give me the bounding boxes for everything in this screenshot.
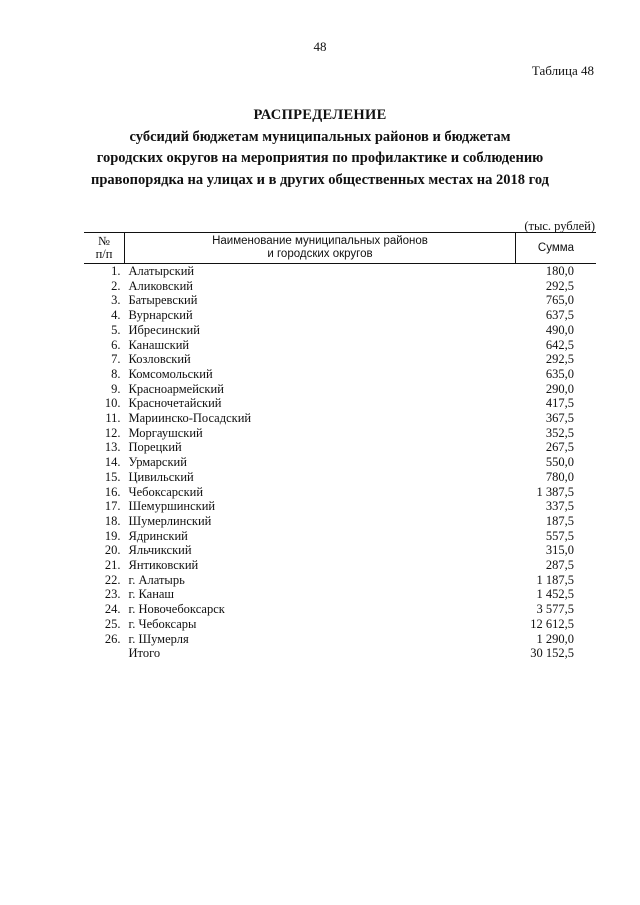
row-number: 24.: [104, 602, 121, 617]
row-name: Красночетайский: [128, 396, 222, 411]
row-number: 21.: [104, 558, 121, 573]
table-row: [84, 499, 596, 514]
total-value: 30 152,5: [530, 646, 574, 661]
table-row: [84, 264, 596, 279]
row-name: Шемуршинский: [128, 499, 216, 514]
total-label: Итого: [128, 646, 161, 661]
row-value: 1 290,0: [536, 631, 574, 646]
table-row: [84, 367, 596, 382]
row-name: Батыревский: [128, 293, 198, 308]
row-value: 292,5: [545, 352, 574, 367]
row-name: г. Канаш: [128, 587, 175, 602]
table-row: [84, 602, 596, 617]
row-number: 23.: [104, 587, 121, 602]
row-number: 14.: [104, 455, 121, 470]
row-number: 16.: [104, 484, 121, 499]
row-name: Урмарский: [128, 455, 187, 470]
row-name: Ибресинский: [128, 322, 200, 337]
row-value: 1 187,5: [536, 572, 574, 587]
row-number: 10.: [104, 396, 121, 411]
row-name: Моргаушский: [128, 425, 203, 440]
table-row: [84, 293, 596, 308]
row-value: 290,0: [545, 381, 574, 396]
table-row: [84, 426, 596, 441]
table-row: [84, 617, 596, 632]
row-name: Ядринский: [128, 528, 188, 543]
row-value: 352,5: [545, 425, 574, 440]
row-number: 5.: [111, 322, 121, 337]
row-value: 315,0: [545, 543, 574, 558]
header-sum: Сумма: [516, 233, 597, 264]
table-label: Таблица 48: [531, 63, 594, 78]
row-name: Шумерлинский: [128, 513, 212, 528]
row-value: 337,5: [545, 499, 574, 514]
row-number: 15.: [104, 469, 121, 484]
table-row: [84, 514, 596, 529]
row-name: г. Чебоксары: [128, 616, 197, 631]
row-number: 9.: [111, 381, 121, 396]
units-note: (тыс. рублей): [524, 219, 595, 233]
row-number: 22.: [104, 572, 121, 587]
row-number: 12.: [104, 425, 121, 440]
page-number: 48: [313, 39, 327, 54]
row-name: Чебоксарский: [128, 484, 204, 499]
table-row: [84, 632, 596, 647]
header-number-line-2: п/п: [95, 247, 113, 261]
row-number: 6.: [111, 337, 121, 352]
row-number: 4.: [111, 308, 121, 323]
row-name: Аликовский: [128, 278, 193, 293]
row-number: 8.: [111, 366, 121, 381]
title-line-3: правопорядка на улицах и в других общественных местах на 2018 год: [91, 171, 549, 188]
row-value: 180,0: [545, 264, 574, 278]
header-name: [125, 233, 516, 264]
table-row: [84, 338, 596, 353]
table-row: [84, 587, 596, 602]
table-row: [84, 470, 596, 485]
row-number: 26.: [104, 631, 121, 646]
title-line-2: городских округов на мероприятия по профилактике и соблюдению: [96, 150, 544, 166]
row-number: 18.: [104, 513, 121, 528]
row-name: Канашский: [128, 337, 190, 352]
row-number: 7.: [111, 352, 121, 367]
table-row: [84, 440, 596, 455]
row-value: 780,0: [545, 469, 574, 484]
document-title: [60, 105, 580, 191]
table-row: [84, 279, 596, 294]
header-name-line-2: и городских округов: [267, 248, 373, 260]
table-row: [84, 411, 596, 426]
row-value: 187,5: [545, 513, 574, 528]
table-row: [84, 558, 596, 573]
table-row: [84, 382, 596, 397]
row-value: 637,5: [545, 308, 574, 323]
row-number: 13.: [104, 440, 121, 455]
row-number: 17.: [104, 499, 121, 514]
total-row: [84, 646, 596, 661]
title-line-1: субсидий бюджетам муниципальных районов и бюджетам: [129, 128, 511, 145]
row-name: Мариинско-Посадский: [128, 411, 252, 426]
row-number: 3.: [111, 293, 121, 308]
row-number: 1.: [111, 264, 121, 278]
row-number: 19.: [104, 528, 121, 543]
header-number: [84, 233, 125, 264]
row-name: г. Алатырь: [128, 572, 185, 587]
row-value: 367,5: [545, 411, 574, 426]
row-name: Красноармейский: [128, 381, 224, 396]
table-row: [84, 352, 596, 367]
total-number: [84, 646, 125, 661]
row-value: 550,0: [545, 455, 574, 470]
row-number: 25.: [104, 616, 121, 631]
table-row: [84, 455, 596, 470]
row-name: Янтиковский: [128, 558, 199, 573]
row-value: 292,5: [545, 278, 574, 293]
row-name: г. Шумерля: [128, 631, 189, 646]
table-row: [84, 573, 596, 588]
row-name: Цивильский: [128, 469, 194, 484]
row-value: 557,5: [545, 528, 574, 543]
header-number-line-1: №: [98, 234, 110, 248]
row-value: 12 612,5: [530, 616, 574, 631]
table-header-row: [84, 233, 596, 264]
row-name: Алатырский: [128, 264, 195, 278]
row-value: 1 452,5: [536, 587, 574, 602]
table-row: [84, 323, 596, 338]
row-name: г. Новочебоксарск: [128, 602, 225, 617]
distribution-table: [84, 232, 596, 661]
table-row: [84, 543, 596, 558]
table-body: [84, 264, 596, 661]
row-name: Порецкий: [128, 440, 182, 455]
title-heading: РАСПРЕДЕЛЕНИЕ: [253, 107, 387, 123]
row-value: 3 577,5: [536, 602, 574, 617]
table-row: [84, 485, 596, 500]
row-value: 490,0: [545, 322, 574, 337]
table-row: [84, 396, 596, 411]
row-name: Яльчикский: [128, 543, 192, 558]
table-row: [84, 529, 596, 544]
row-value: 1 387,5: [536, 484, 574, 499]
row-value: 417,5: [545, 396, 574, 411]
row-number: 11.: [105, 411, 121, 426]
row-value: 765,0: [545, 293, 574, 308]
table-row: [84, 308, 596, 323]
row-value: 642,5: [545, 337, 574, 352]
row-number: 20.: [104, 543, 121, 558]
header-name-line-1: Наименование муниципальных районов: [212, 235, 428, 247]
row-value: 287,5: [545, 558, 574, 573]
row-value: 635,0: [545, 366, 574, 381]
row-name: Вурнарский: [128, 308, 193, 323]
row-name: Козловский: [128, 352, 191, 367]
row-value: 267,5: [545, 440, 574, 455]
row-name: Комсомольский: [128, 366, 213, 381]
row-number: 2.: [111, 278, 121, 293]
